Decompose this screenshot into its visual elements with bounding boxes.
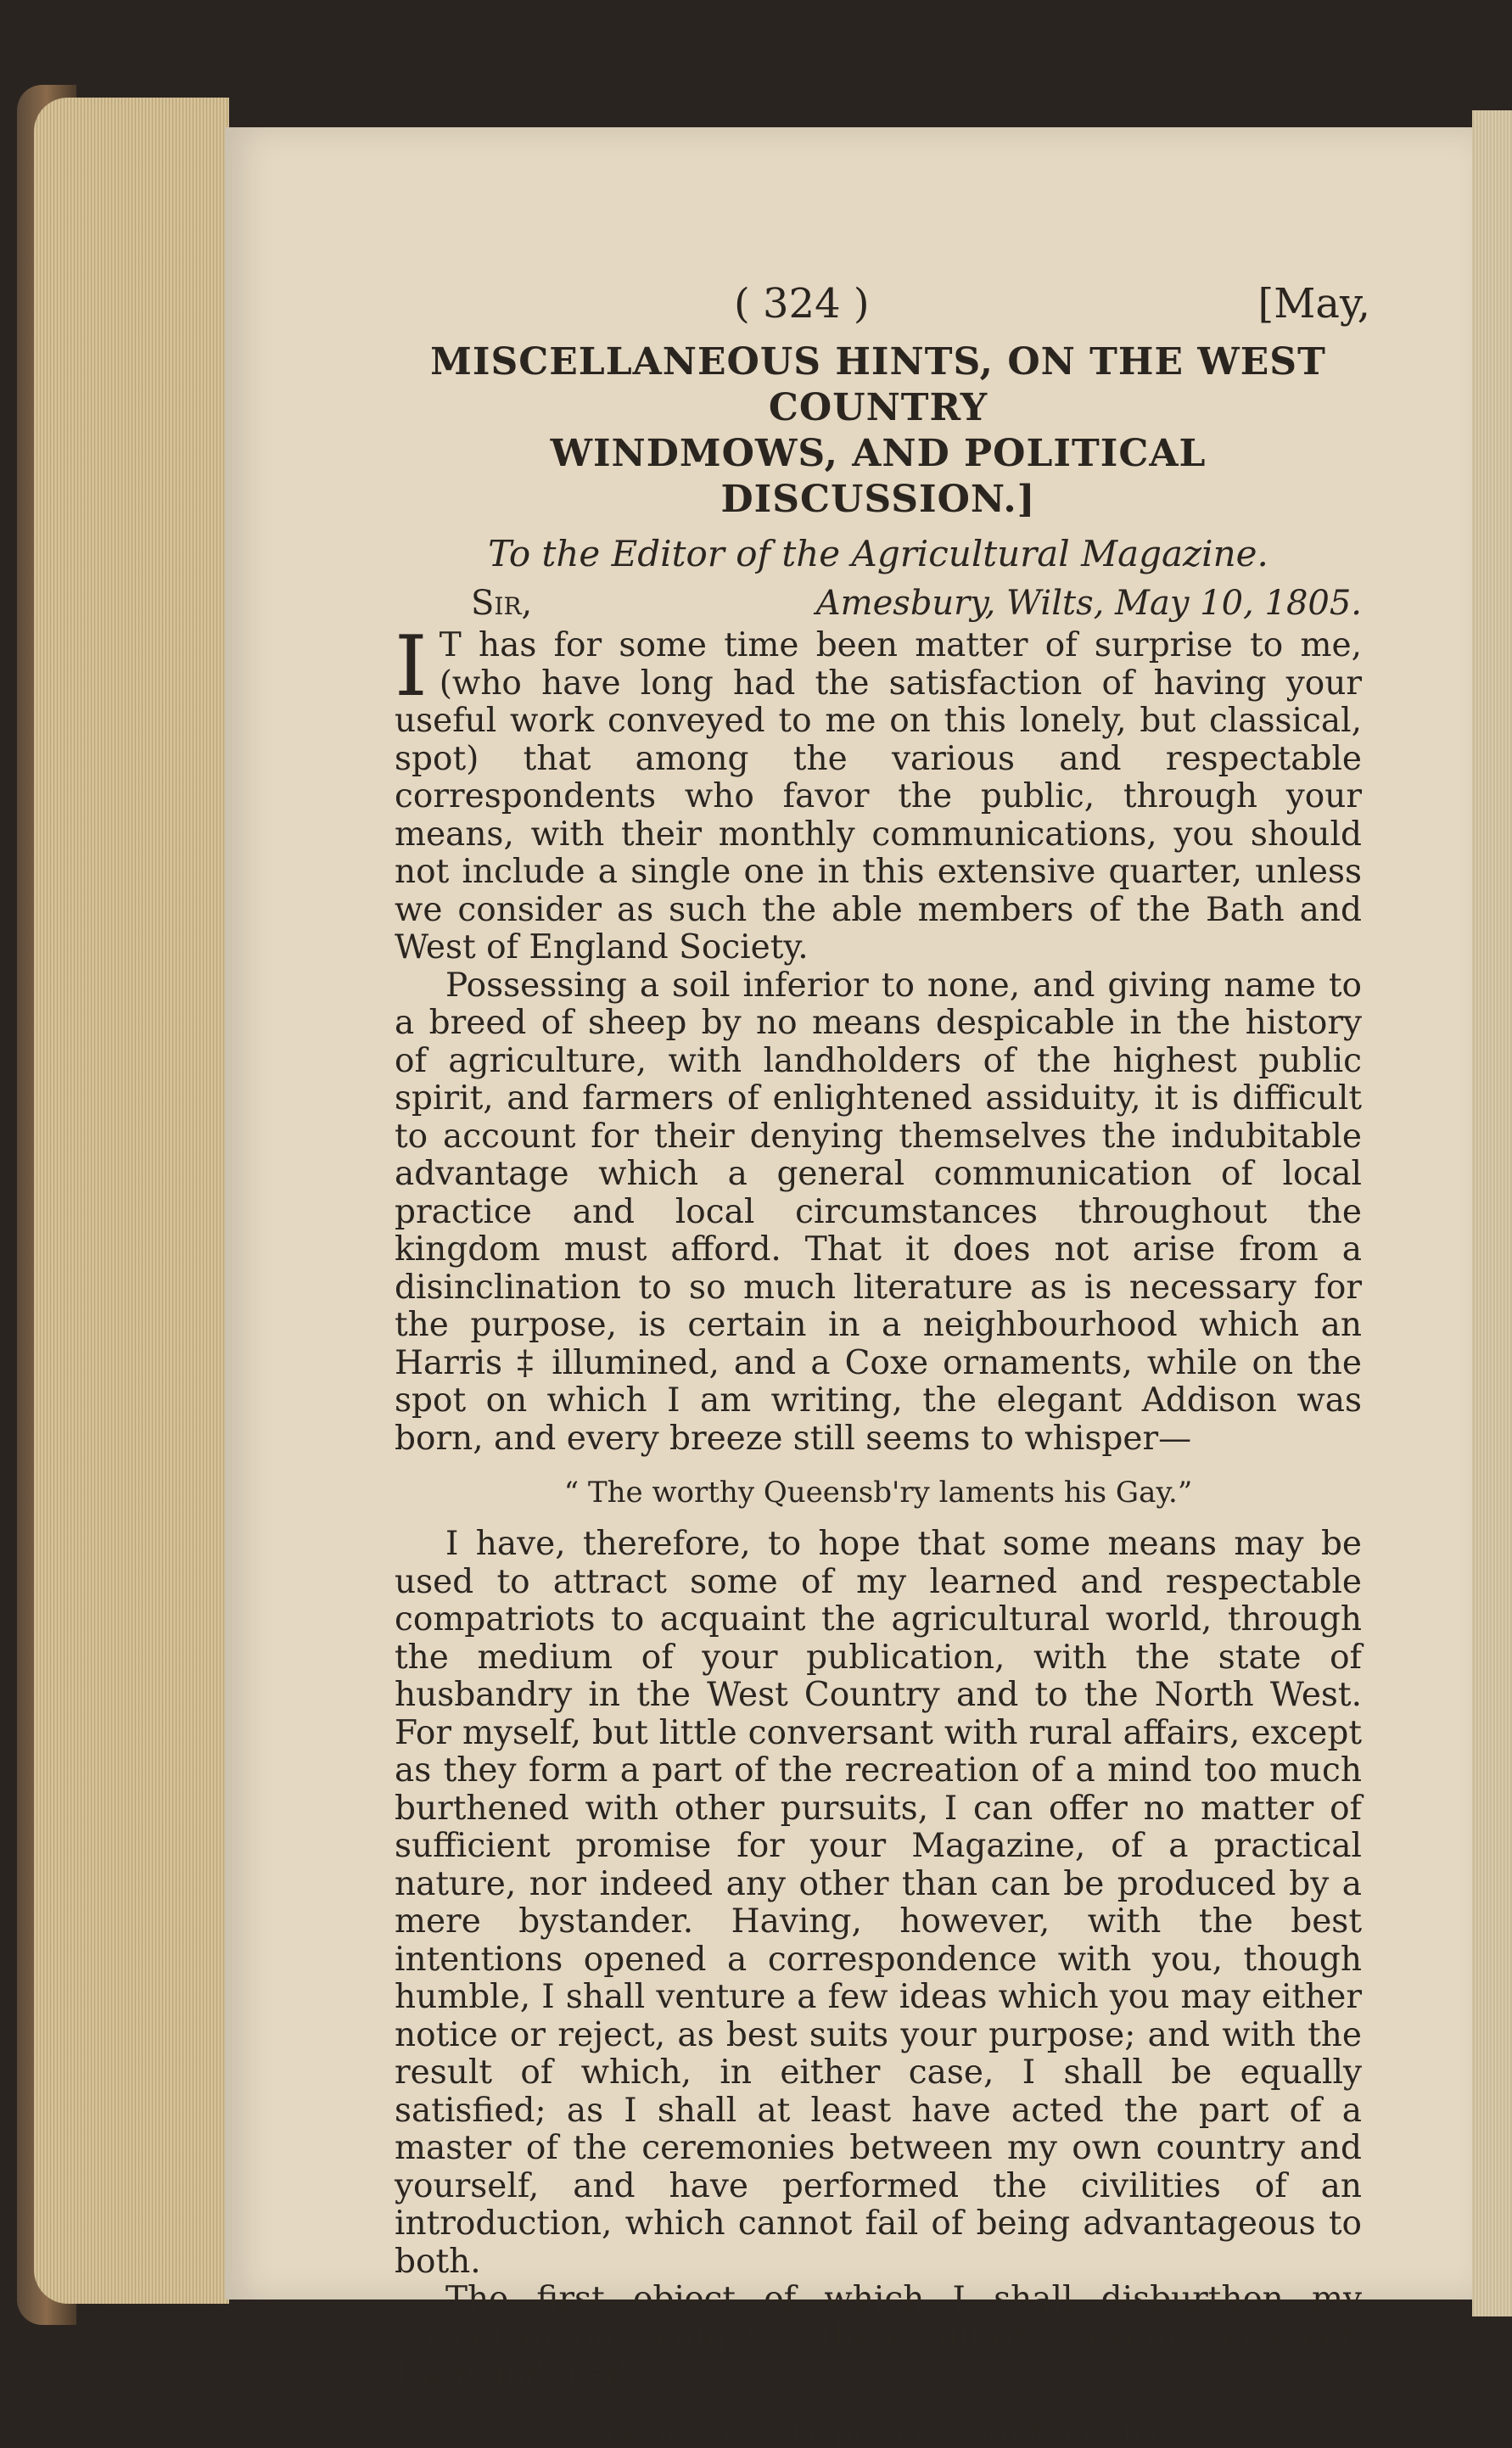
salutation: Sir, <box>471 584 533 623</box>
page-number: ( 324 ) <box>734 280 870 328</box>
article <box>395 339 1362 2448</box>
quotation: “ The worthy Queensb'ry laments his Gay.” <box>563 1476 1193 1510</box>
footnote: ‡ The father of the present Lord Malmsbury. <box>563 2414 1193 2448</box>
paragraph-1-text: T has for some time been matter of surprise to me, (who have long had the satisfaction of having your useful work conveyed to me on this lonely, but classical, spot) that among the various and respectable correspondents who favor the public, through your means, with their monthly communications, you should not include a single one in this extensive quarter, unless we consider as such the able members of the Bath and West of England Society. <box>395 626 1362 966</box>
title-line-2: WINDMOWS, AND POLITICAL DISCUSSION.] <box>550 432 1207 521</box>
article-body <box>395 619 1362 2395</box>
paragraph-3: I have, therefore, to hope that some means may be used to attract some of my learned and respectable compatriots to acquaint the agricultural world, through the medium of your publication, with the state of husbandry in the West Country and to the North West. For myself, but little conversant with rural affairs, except as they form a part of the recreation of a mind too much burthened with other pursuits, I can offer no matter of sufficient promise for your Magazine, of a practical nature, nor indeed any other than can be produced by a mere bystander. Having, however, with the best intentions opened a correspondence with you, though humble, I shall venture a few ideas which you may either notice or reject, as best suits your purpose; and with the result of which, in either case, I shall be equally satisfied; as I shall at least have acted the part of a master of the ceremonies between my own country and yourself, and have performed the civilities of an introduction, which cannot fail of being advantageous to both. <box>395 1525 1362 2281</box>
dateline: Amesbury, Wilts, May 10, 1805. <box>815 584 1362 623</box>
paragraph-4: The first object of which I shall disburthen my miscellaneous budget, is the result of an excursion which I was induced <box>395 2280 1362 2394</box>
running-head <box>225 280 1472 348</box>
page-stack-left <box>34 98 229 2304</box>
title-line-1: MISCELLANEOUS HINTS, ON THE WEST COUNTRY <box>430 340 1326 429</box>
drop-cap: I <box>395 619 428 715</box>
running-head-month: [May, <box>1257 280 1370 328</box>
article-title <box>395 339 1362 523</box>
book-page <box>225 127 1472 2448</box>
paragraph-2: Possessing a soil inferior to none, and giving name to a breed of sheep by no means despicable in the history of agriculture, with landholders of the highest public spirit, and farmers of enlightened assiduity, it is difficult to account for their denying themselves the indubitable advantage which a general communication of local practice and local circumstances throughout the kingdom must afford. That it does not arise from a disinclination to so much literature as is necessary for the purpose, is certain in a neighbourhood which an Harris ‡ illumined, and a Coxe ornaments, while on the spot on which I am writing, the elegant Addison was born, and every breeze still seems to whisper— <box>395 966 1362 1458</box>
page-stack-right <box>1472 110 1512 2316</box>
salutation-line <box>395 583 1362 624</box>
article-subtitle: To the Editor of the Agricultural Magazine. <box>488 533 1268 574</box>
paragraph-1 <box>395 619 1362 967</box>
